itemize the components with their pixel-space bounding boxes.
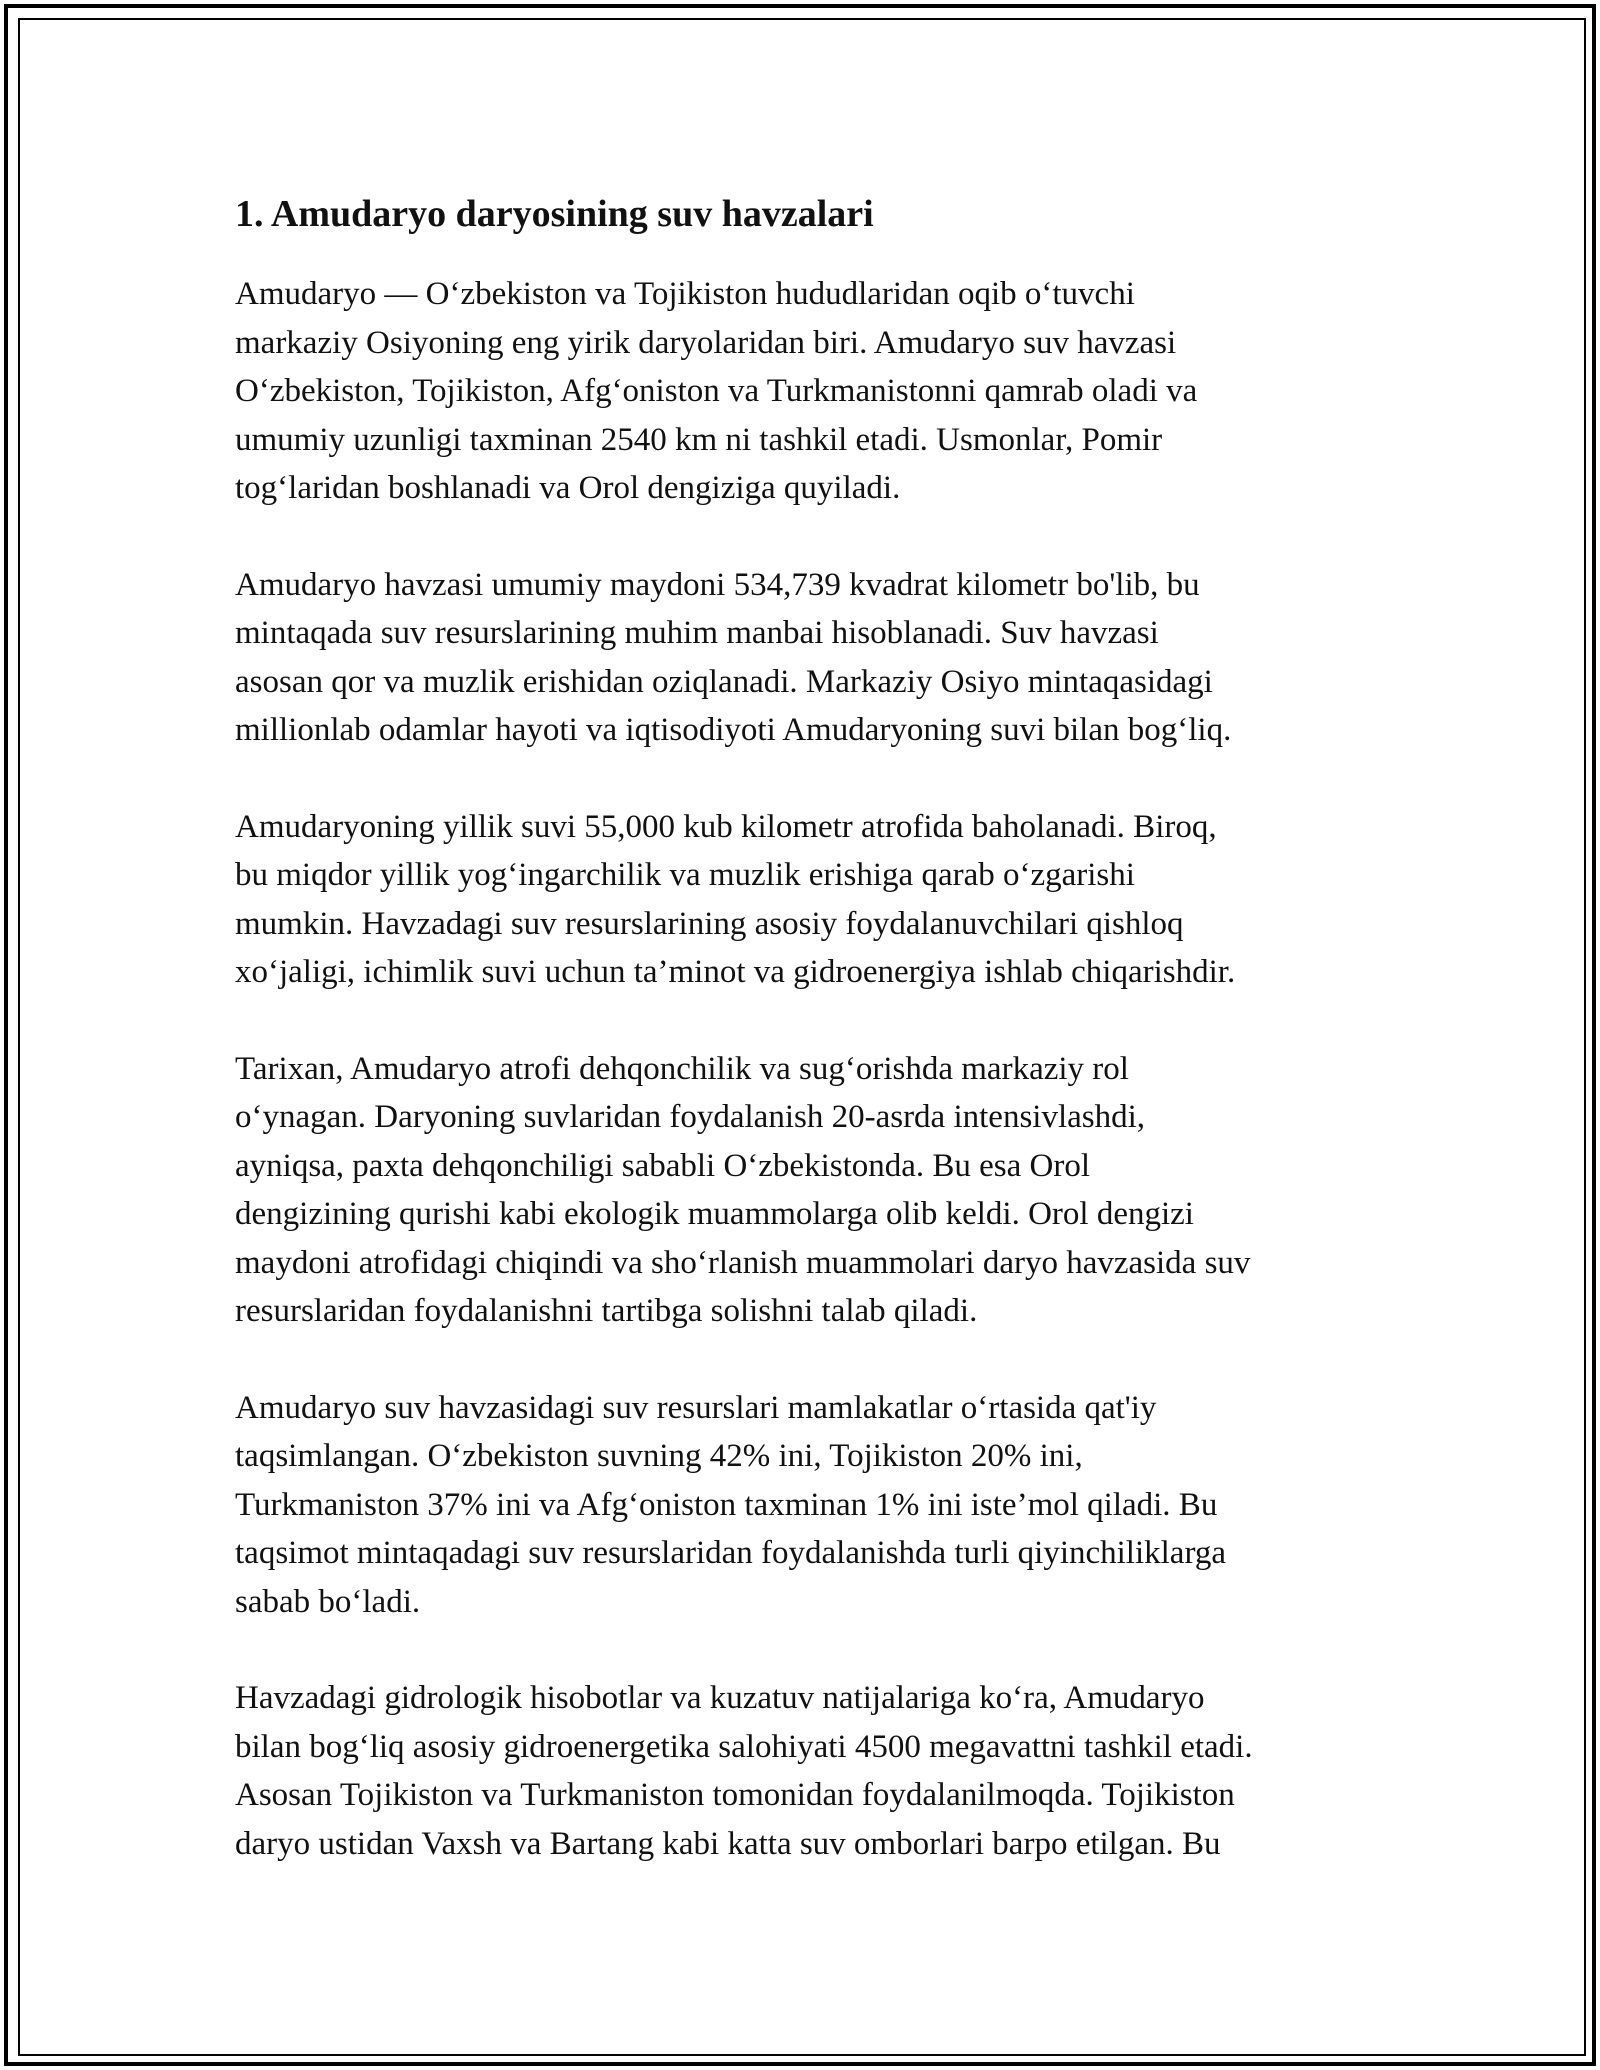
paragraph-line: taqsimlangan. O‘zbekiston suvning 42% ini, Tojikiston 20% ini,	[235, 1438, 1083, 1474]
paragraph-1	[235, 270, 1385, 513]
paragraph-line: resurslaridan foydalanishni tartibga solishni talab qiladi.	[235, 1293, 978, 1329]
paragraph-6	[235, 1674, 1385, 1868]
paragraph-line: maydoni atrofidagi chiqindi va sho‘rlanish muammolari daryo havzasida suv	[235, 1244, 1251, 1281]
paragraph-3	[235, 803, 1385, 997]
paragraph-line: Havzadagi gidrologik hisobotlar va kuzatuv natijalariga ko‘ra, Amudaryo	[235, 1680, 1205, 1716]
paragraph-line: Amudaryoning yillik suvi 55,000 kub kilometr atrofida baholanadi. Biroq,	[235, 808, 1217, 845]
paragraph-line: mintaqada suv resurslarining muhim manbai hisoblanadi. Suv havzasi	[235, 615, 1159, 651]
paragraph-line: Amudaryo suv havzasidagi suv resurslari mamlakatlar o‘rtasida qat'iy	[235, 1389, 1157, 1426]
paragraph-line: Asosan Tojikiston va Turkmaniston tomonidan foydalanilmoqda. Tojikiston	[235, 1777, 1235, 1813]
paragraph-line: Amudaryo havzasi umumiy maydoni 534,739 kvadrat kilometr bo'lib, bu	[235, 566, 1200, 603]
paragraph-line: sabab bo‘ladi.	[235, 1583, 421, 1620]
paragraph-line: bilan bog‘liq asosiy gidroenergetika salohiyati 4500 megavattni tashkil etadi.	[235, 1728, 1253, 1765]
paragraph-line: o‘ynagan. Daryoning suvlaridan foydalanish 20-asrda intensivlashdi,	[235, 1099, 1146, 1135]
paragraph-5	[235, 1384, 1385, 1627]
paragraph-line: Amudaryo — O‘zbekiston va Tojikiston hududlaridan oqib o‘tuvchi	[235, 276, 1135, 312]
paragraph-line: mumkin. Havzadagi suv resurslarining asosiy foydalanuvchilari qishloq	[235, 905, 1184, 942]
paragraph-line: Turkmaniston 37% ini va Afg‘oniston taxminan 1% ini iste’mol qiladi. Bu	[235, 1486, 1218, 1523]
paragraph-line: daryo ustidan Vaxsh va Bartang kabi katta suv omborlari barpo etilgan. Bu	[235, 1825, 1221, 1862]
paragraph-4	[235, 1045, 1385, 1336]
paragraph-line: tog‘laridan boshlanadi va Orol dengiziga quyiladi.	[235, 470, 901, 506]
paragraph-2	[235, 561, 1385, 755]
paragraph-list	[235, 270, 1385, 1868]
paragraph-line: millionlab odamlar hayoti va iqtisodiyoti Amudaryoning suvi bilan bog‘liq.	[235, 712, 1232, 748]
paragraph-line: umumiy uzunligi taxminan 2540 km ni tashkil etadi. Usmonlar, Pomir	[235, 421, 1163, 458]
paragraph-line: ayniqsa, paxta dehqonchiligi sababli O‘zbekistonda. Bu esa Orol	[235, 1147, 1091, 1184]
paragraph-line: taqsimot mintaqadagi suv resurslaridan foydalanishda turli qiyinchiliklarga	[235, 1535, 1226, 1571]
paragraph-line: bu miqdor yillik yog‘ingarchilik va muzlik erishiga qarab o‘zgarishi	[235, 857, 1135, 893]
paragraph-line: dengizining qurishi kabi ekologik muammolarga olib keldi. Orol dengizi	[235, 1196, 1194, 1232]
paragraph-line: Tarixan, Amudaryo atrofi dehqonchilik va sug‘orishda markaziy rol	[235, 1050, 1129, 1087]
paragraph-line: markaziy Osiyoning eng yirik daryolaridan biri. Amudaryo suv havzasi	[235, 324, 1177, 361]
paragraph-line: asosan qor va muzlik erishidan oziqlanadi. Markaziy Osiyo mintaqasidagi	[235, 663, 1213, 700]
paragraph-line: xo‘jaligi, ichimlik suvi uchun ta’minot va gidroenergiya ishlab chiqarishdir.	[235, 954, 1236, 990]
section-heading: 1. Amudaryo daryosining suv havzalari	[235, 193, 874, 235]
document-body	[235, 186, 1385, 1916]
paragraph-line: O‘zbekiston, Tojikiston, Afg‘oniston va Turkmanistonni qamrab oladi va	[235, 373, 1198, 409]
